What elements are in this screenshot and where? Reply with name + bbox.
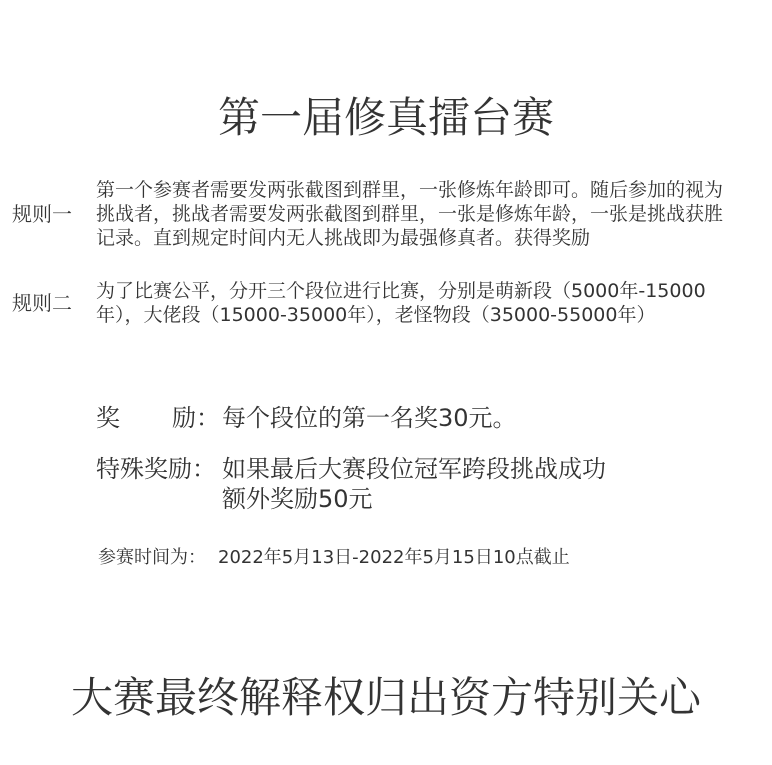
participation-time-value: 2022年5月13日-2022年5月15日10点截止 <box>218 547 570 568</box>
special-reward-text-line-1: 如果最后大赛段位冠军跨段挑战成功 <box>222 455 606 483</box>
reward-text: 每个段位的第一名奖30元。 <box>222 404 517 432</box>
rule-one-text <box>96 178 764 250</box>
rule-two-line: 为了比赛公平，分开三个段位进行比赛，分别是萌新段（5000年-15000 <box>96 280 706 302</box>
rule-two-label: 规则二 <box>12 291 72 315</box>
rule-two-text <box>96 279 764 327</box>
rule-one-label: 规则一 <box>12 202 72 226</box>
page-title: 第一届修真擂台赛 <box>217 93 554 142</box>
rule-one-line: 记录。直到规定时间内无人挑战即为最强修真者。获得奖励 <box>96 227 591 249</box>
rule-two-line: 年），大佬段（15000-35000年），老怪物段（35000-55000年） <box>96 304 656 326</box>
footer-disclaimer: 大赛最终解释权归出资方特别关心 <box>70 673 701 722</box>
reward-label-second-char: 励： <box>172 404 220 432</box>
rule-one-line: 第一个参赛者需要发两张截图到群里，一张修炼年龄即可。随后参加的视为 <box>96 179 724 201</box>
participation-time-label: 参赛时间为： <box>98 547 206 568</box>
reward-label-first-char: 奖 <box>96 404 120 432</box>
rule-one-line: 挑战者，挑战者需要发两张截图到群里，一张是修炼年龄，一张是挑战获胜 <box>96 203 724 225</box>
special-reward-text-line-2: 额外奖励50元 <box>222 485 373 513</box>
special-reward-label: 特殊奖励： <box>96 455 216 483</box>
